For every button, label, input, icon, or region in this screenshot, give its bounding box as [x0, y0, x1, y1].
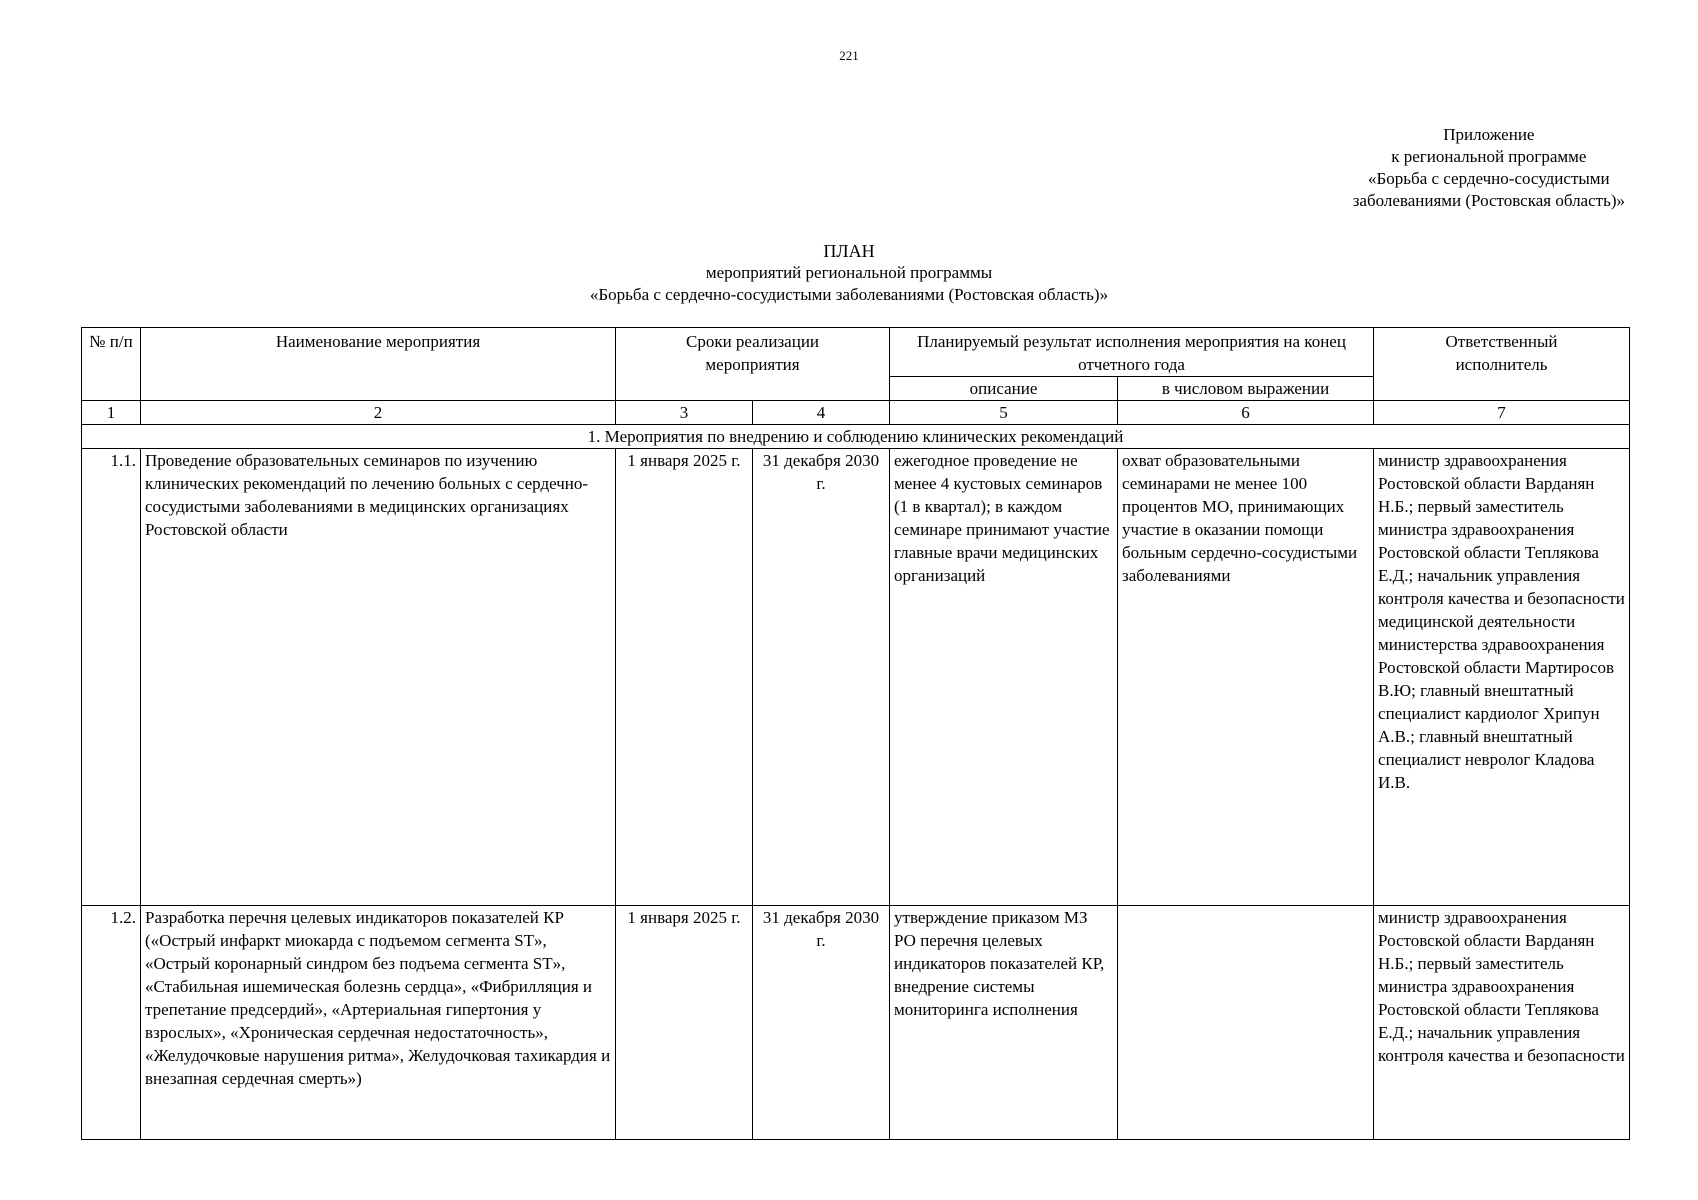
plan-table [81, 327, 1630, 1140]
column-number: 5 [890, 401, 1118, 425]
row-start: 1 января 2025 г. [616, 906, 753, 1140]
appendix-line: Приложение [1443, 125, 1535, 144]
column-number: 1 [82, 401, 141, 425]
row-numeric [1118, 906, 1374, 1140]
header-result-desc: описание [890, 377, 1118, 401]
section-header-row [82, 425, 1630, 449]
column-number: 2 [141, 401, 616, 425]
header-responsible: Ответственный исполнитель [1374, 328, 1630, 401]
header-terms: Сроки реализации мероприятия [616, 328, 890, 401]
header-row [82, 328, 1630, 377]
column-number: 7 [1374, 401, 1630, 425]
row-description: утверждение приказом МЗ РО перечня целевых индикаторов показателей КР, внедрение системы мониторинга исполнения [890, 906, 1118, 1140]
appendix-note [1353, 124, 1625, 212]
row-numeric: охват образовательными семинарами не менее 100 процентов МО, принимающих участие в оказании помощи больным сердечно-сосудистыми заболеваниями [1118, 449, 1374, 906]
row-num: 1.1. [82, 449, 141, 906]
appendix-line: заболеваниями (Ростовская область)» [1352, 191, 1625, 210]
column-number: 3 [616, 401, 753, 425]
row-responsible: министр здравоохранения Ростовской области Варданян Н.Б.; первый заместитель министра здравоохранения Ростовской области Теплякова Е.Д.; начальник управления контроля качества и безопасности [1374, 906, 1630, 1140]
title-line-2: мероприятий региональной программы [705, 263, 993, 282]
column-number: 4 [753, 401, 890, 425]
title-line-3: «Борьба с сердечно-сосудистыми заболеваниями (Ростовская область)» [589, 285, 1109, 304]
row-responsible: министр здравоохранения Ростовской области Варданян Н.Б.; первый заместитель министра здравоохранения Ростовской области Теплякова Е.Д.; начальник управления контроля качества и безопасности медицинской деятельности министерства здравоохранения Ростовской области Мартиросов В.Ю; главный внештатный специалист кардиолог Хрипун А.В.; главный внештатный специалист невролог Кладова И.В. [1374, 449, 1630, 906]
title-plan: ПЛАН [823, 241, 875, 261]
row-start: 1 января 2025 г. [616, 449, 753, 906]
appendix-line: «Борьба с сердечно-сосудистыми [1368, 169, 1610, 188]
table-row [82, 906, 1630, 1140]
row-name: Разработка перечня целевых индикаторов показателей КР («Острый инфаркт миокарда с подъемом сегмента ST», «Острый коронарный синдром без подъема сегмента ST», «Стабильная ишемическая болезнь сердца», «Фибрилляция и трепетание предсердий», «Артериальная гипертония у взрослых», «Хроническая сердечная недостаточность», «Желудочковые нарушения ритма», Желудочковая тахикардия и внезапная сердечная смерть») [141, 906, 616, 1140]
column-number: 6 [1118, 401, 1374, 425]
section-title: 1. Мероприятия по внедрению и соблюдению клинических рекомендаций [82, 425, 1630, 449]
header-name: Наименование мероприятия [141, 328, 616, 401]
row-end: 31 декабря 2030 г. [753, 906, 890, 1140]
table-row [82, 449, 1630, 906]
row-end: 31 декабря 2030 г. [753, 449, 890, 906]
row-description: ежегодное проведение не менее 4 кустовых семинаров (1 в квартал); в каждом семинаре принимают участие главные врачи медицинских организаций [890, 449, 1118, 906]
column-numbers-row [82, 401, 1630, 425]
header-result: Планируемый результат исполнения мероприятия на конец отчетного года [890, 328, 1374, 377]
row-num: 1.2. [82, 906, 141, 1140]
header-num: № п/п [82, 328, 141, 401]
row-name: Проведение образовательных семинаров по изучению клинических рекомендаций по лечению больных с сердечно-сосудистыми заболеваниями в медицинских организациях Ростовской области [141, 449, 616, 906]
appendix-line: к региональной программе [1391, 147, 1587, 166]
document-title [0, 240, 1698, 306]
page-number: 221 [839, 48, 859, 63]
header-result-num: в числовом выражении [1118, 377, 1374, 401]
